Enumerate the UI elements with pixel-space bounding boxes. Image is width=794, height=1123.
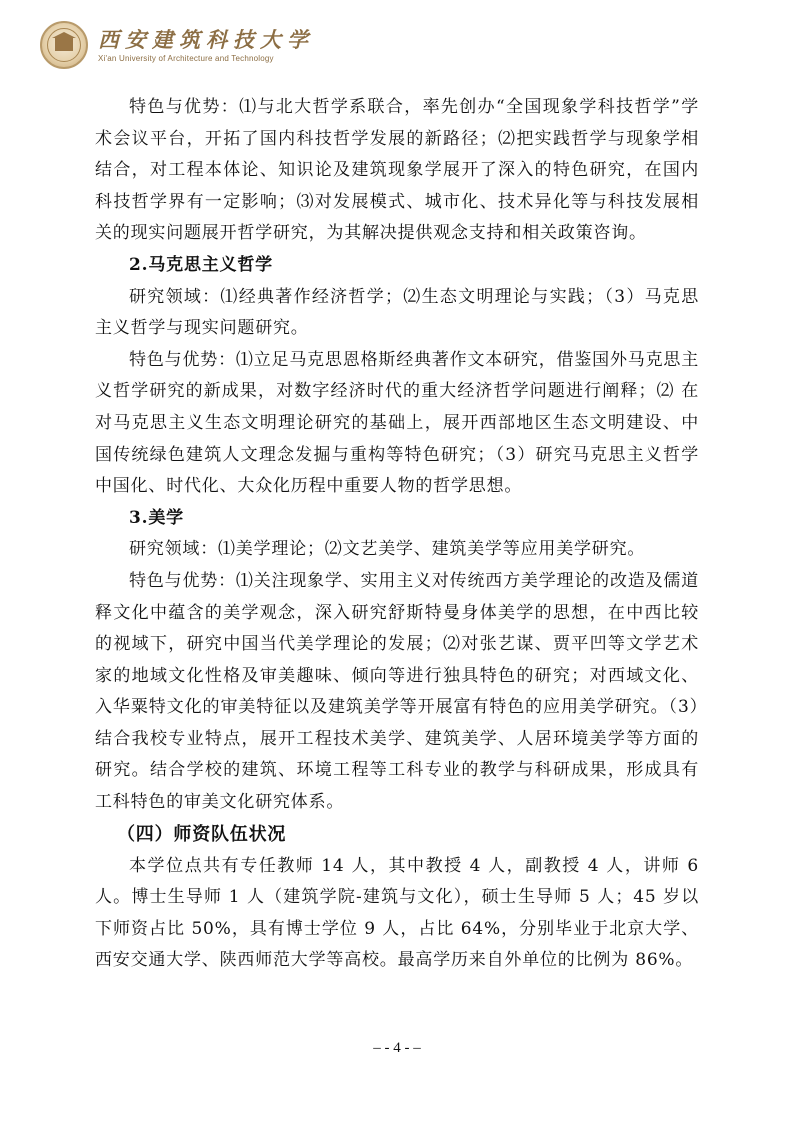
heading-marxist-philosophy: 2.马克思主义哲学: [129, 254, 273, 275]
paragraph-features-marxism: 特色与优势：⑴立足马克思恩格斯经典著作文本研究，借鉴国外马克思主义哲学研究的新成果，对数字经济时代的重大经济哲学问题进行阐释；⑵ 在对马克思主义生态文明理论研究的基础上，展开西部地区生态文明建设、中国传统绿色建筑人文理念发掘与重构等特色研究；（3）研究马克思主义哲学中国化、时代化、大众化历程中重要人物的哲学思想。: [95, 349, 699, 497]
paragraph-features-aesthetics: 特色与优势：⑴关注现象学、实用主义对传统西方美学理论的改造及儒道释文化中蕴含的美学观念，深入研究舒斯特曼身体美学的思想，在中西比较的视域下，研究中国当代美学理论的发展；⑵对张艺谋、贾平凹等文学艺术家的地域文化性格及审美趣味、倾向等进行独具特色的研究；对西域文化、入华粟特文化的审美特征以及建筑美学等开展富有特色的应用美学研究。（3）结合我校专业特点，展开工程技术美学、建筑美学、人居环境美学等方面的研究。结合学校的建筑、环境工程等工科专业的教学与科研成果，形成具有工科特色的审美文化研究体系。: [95, 570, 699, 813]
university-seal-logo: [40, 21, 88, 69]
university-name-en: Xi'an University of Architecture and Technology: [98, 53, 274, 63]
heading-faculty-status: （四）师资队伍状况: [117, 823, 287, 845]
seal-building-icon: [55, 38, 73, 51]
paragraph-research-fields-marxism: 研究领域：⑴经典著作经济哲学；⑵生态文明理论与实践；（3）马克思主义哲学与现实问题研究。: [95, 286, 699, 339]
university-name: [98, 27, 314, 64]
page-number: – - 4 - –: [373, 1040, 421, 1056]
paragraph-research-fields-aesthetics: 研究领域：⑴美学理论；⑵文艺美学、建筑美学等应用美学研究。: [129, 539, 646, 560]
paragraph-faculty-status: 本学位点共有专任教师 14 人，其中教授 4 人，副教授 4 人，讲师 6 人。博士生导师 1 人（建筑学院-建筑与文化），硕士生导师 5 人；45 岁以下师资占比 50%，具有博士学位 9 人，占比 64%，分别毕业于北京大学、西安交通大学、陕西师范大学等高校。最高学历来自外单位的比例为 86%。: [95, 855, 699, 971]
university-header: [40, 14, 314, 76]
paragraph-features-tech-philosophy: 特色与优势：⑴与北大哲学系联合，率先创办“全国现象学科技哲学”学术会议平台，开拓了国内科技哲学发展的新路径；⑵把实践哲学与现象学相结合，对工程本体论、知识论及建筑现象学展开了深入的特色研究，在国内科技哲学界有一定影响；⑶对发展模式、城市化、技术异化等与科技发展相关的现实问题展开哲学研究，为其解决提供观念支持和相关政策咨询。: [95, 97, 699, 244]
heading-aesthetics: 3.美学: [129, 507, 184, 528]
university-name-cn: 西安建筑科技大学: [98, 26, 314, 52]
document-body: [95, 92, 699, 977]
